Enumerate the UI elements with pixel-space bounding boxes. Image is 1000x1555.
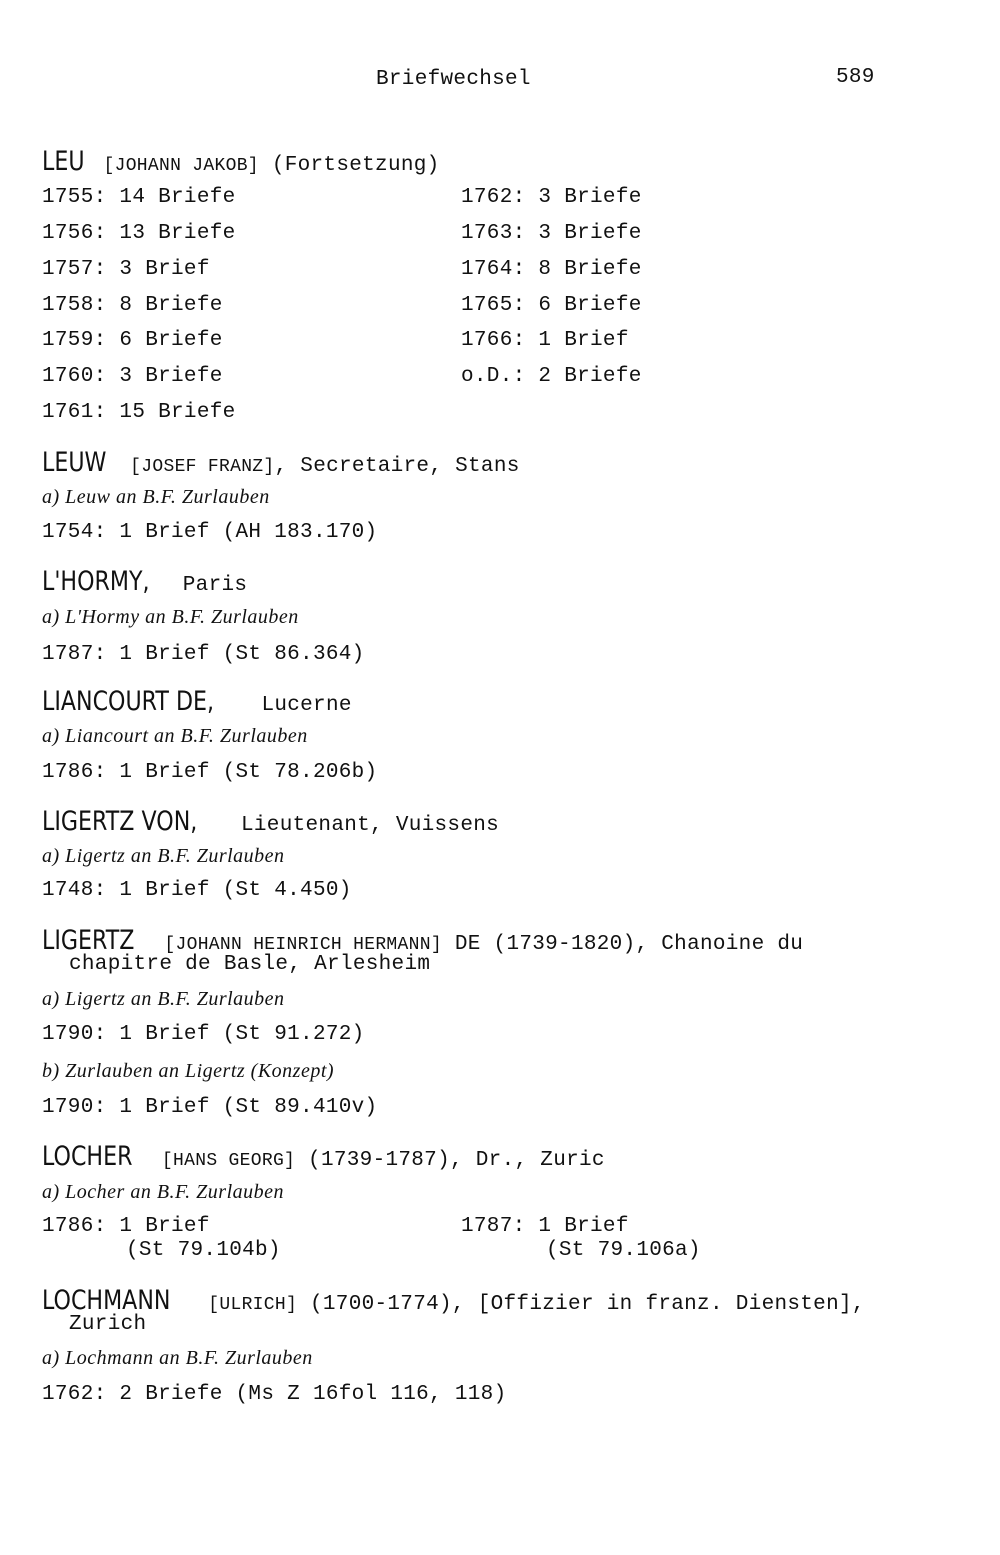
entry-heading	[42, 806, 499, 837]
entry-name: LIGERTZ	[42, 925, 135, 956]
letter-count-line: 1763: 3 Briefe	[461, 222, 642, 245]
entry-details: (Fortsetzung)	[258, 154, 440, 177]
letter-count-line: 1761: 15 Briefe	[42, 401, 236, 424]
letter-count-line: 1764: 8 Briefe	[461, 258, 642, 281]
letter-signature: (St 79.104b)	[126, 1239, 281, 1262]
correspondence-direction: b) Zurlauben an Ligertz (Konzept)	[42, 1060, 335, 1082]
letter-count-line: 1760: 3 Briefe	[42, 365, 223, 388]
entry-heading	[42, 1285, 865, 1316]
letter-count-line: 1765: 6 Briefe	[461, 294, 642, 317]
letter-count-line: o.D.: 2 Briefe	[461, 365, 642, 388]
entry-details: DE (1739-1820), Chanoine du	[441, 933, 804, 956]
entry-details: Paris	[182, 574, 248, 597]
entry-name: LOCHMANN	[42, 1285, 171, 1316]
entry-given-name: [JOHANN HEINRICH HERMANN]	[164, 935, 442, 955]
letter-count-line: 1786: 1 Brief (St 78.206b)	[42, 761, 378, 784]
entry-name: LIANCOURT DE,	[42, 686, 215, 717]
entry-details: Lieutenant, Vuissens	[241, 814, 500, 837]
page-number: 589	[836, 66, 875, 89]
entry-details: , Secretaire, Stans	[274, 455, 520, 478]
entry-name: L'HORMY,	[42, 566, 150, 597]
letter-count-line: 1790: 1 Brief (St 89.410v)	[42, 1096, 378, 1119]
correspondence-direction: a) Ligertz an B.F. Zurlauben	[42, 845, 285, 867]
entry-given-name: [ULRICH]	[208, 1295, 298, 1315]
letter-count-line: 1755: 14 Briefe	[42, 186, 236, 209]
entry-heading	[42, 925, 803, 956]
entry-heading	[42, 1141, 605, 1172]
letter-count-line: 1762: 3 Briefe	[461, 186, 642, 209]
entry-given-name: [HANS GEORG]	[161, 1151, 296, 1171]
correspondence-direction: a) Liancourt an B.F. Zurlauben	[42, 725, 308, 747]
letter-count-line: 1766: 1 Brief	[461, 329, 629, 352]
running-title: Briefwechsel	[376, 68, 531, 91]
entry-heading	[42, 447, 520, 478]
letter-count-line: 1754: 1 Brief (AH 183.170)	[42, 521, 378, 544]
entry-name: LIGERTZ VON,	[42, 806, 198, 837]
entry-details: (1700-1774), [Offizier in franz. Diensten],	[297, 1293, 865, 1316]
letter-count-line: 1757: 3 Brief	[42, 258, 210, 281]
entry-heading	[42, 686, 352, 717]
correspondence-direction: a) Locher an B.F. Zurlauben	[42, 1181, 285, 1203]
entry-heading-continuation: Zurich	[69, 1313, 147, 1336]
entry-details: (1739-1787), Dr., Zuric	[295, 1149, 605, 1172]
entry-name: LEUW	[42, 447, 107, 478]
letter-count-line: 1748: 1 Brief (St 4.450)	[42, 879, 352, 902]
letter-count-line: 1762: 2 Briefe (Ms Z 16fol 116, 118)	[42, 1383, 507, 1406]
letter-count-line: 1759: 6 Briefe	[42, 329, 223, 352]
letter-count-line: 1756: 13 Briefe	[42, 222, 236, 245]
entry-heading	[42, 146, 440, 177]
correspondence-direction: a) Leuw an B.F. Zurlauben	[42, 486, 270, 508]
correspondence-direction: a) Lochmann an B.F. Zurlauben	[42, 1347, 313, 1369]
entry-given-name: [JOHANN JAKOB]	[103, 156, 259, 176]
entry-heading	[42, 566, 247, 597]
entry-name: LOCHER	[42, 1141, 133, 1172]
letter-signature: (St 79.106a)	[546, 1239, 701, 1262]
entry-heading-continuation: chapitre de Basle, Arlesheim	[69, 953, 431, 976]
entry-given-name: [JOSEF FRANZ]	[130, 457, 275, 477]
entry-name: LEU	[42, 146, 85, 177]
correspondence-direction: a) L'Hormy an B.F. Zurlauben	[42, 606, 299, 628]
letter-count-line: 1790: 1 Brief (St 91.272)	[42, 1023, 365, 1046]
letter-count-line: 1787: 1 Brief (St 86.364)	[42, 643, 365, 666]
entry-details: Lucerne	[261, 694, 352, 717]
letter-count-line: 1758: 8 Briefe	[42, 294, 223, 317]
letter-count-line: 1786: 1 Brief	[42, 1215, 210, 1238]
correspondence-direction: a) Ligertz an B.F. Zurlauben	[42, 988, 285, 1010]
letter-count-line: 1787: 1 Brief	[461, 1215, 629, 1238]
